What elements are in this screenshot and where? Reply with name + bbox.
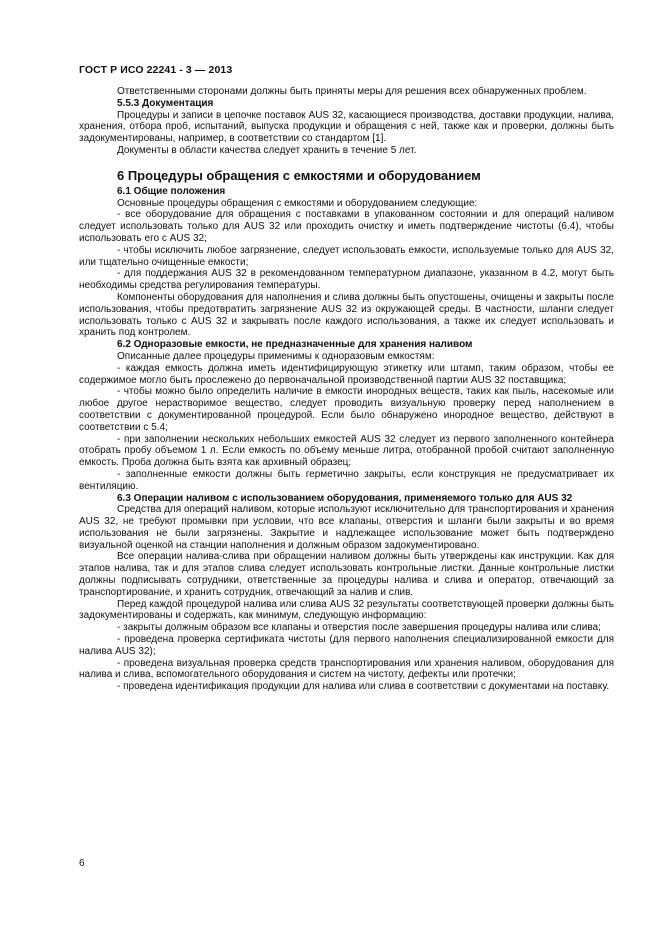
paragraph: Ответственными сторонами должны быть приняты меры для решения всех обнаруженных проблем. [117, 86, 587, 97]
list-item: - при заполнении нескольких небольших емкостей AUS 32 следует из первого заполненного контейнера отобрать пробу объемом 1 л. Если емкость по объему меньше литра, отобранной пробой считают заполненную емкость. Проба должна быть взята как архивный образец; [79, 433, 614, 469]
list-item: - закрыты должным образом все клапаны и отверстия после завершения процедуры налива или слива; [117, 622, 601, 634]
list-item: - для поддержания AUS 32 в рекомендованном температурном диапазоне, указанном в 4.2, могут быть необходимы средства регулирования температуры. [79, 268, 614, 292]
section-heading-6: 6 Процедуры обращения с емкостями и оборудованием [117, 167, 481, 183]
paragraph: Перед каждой процедурой налива или слива AUS 32 результаты соответствующей проверки должны быть задокументированы и содержать, как минимум, следующую информацию: [79, 598, 614, 622]
paragraph: Процедуры и записи в цепочке поставок AUS 32, касающиеся производства, доставки продукции, налива, хранения, отбора проб, испытаний, выпуска продукции и обращения с ней, также как и проверки, должны быть задокументированы, например, в соответствии со стандартом [1]. [79, 109, 614, 145]
paragraph: Основные процедуры обращения с емкостями и оборудованием следующие: [117, 197, 478, 209]
subsection-heading-6-2: 6.2 Одноразовые емкости, не предназначенные для хранения наливом [117, 339, 473, 351]
paragraph: Компоненты оборудования для наполнения и слива должны быть опустошены, очищены и закрыты после использования, чтобы предотвратить загрязнение AUS 32 из окружающей среды. В частности, шланги следует использовать только с AUS 32 и закрывать после каждого использования, а также их следует использовать и хранить под контролем. [79, 291, 614, 339]
list-item: - каждая емкость должна иметь идентифицирующую этикетку или штамп, таким образом, чтобы ее содержимое могло быть прослежено до первоначальной производственной партии AUS 32 поставщика; [79, 362, 614, 386]
list-item: - проведена идентификация продукции для налива или слива в соответствии с документами на поставку. [117, 681, 610, 693]
list-item: - все оборудование для обращения с поставками в упакованном состоянии и для операций наливом следует использовать только для AUS 32 или проходить очистку и иметь подтверждение чистоты (6.4), чтобы использовать его с AUS 32; [79, 209, 614, 244]
page-number: 6 [79, 858, 85, 869]
document-body [79, 86, 614, 693]
paragraph: Описанные далее процедуры применимы к одноразовым емкостям: [117, 350, 435, 362]
paragraph: Все операции налива-слива при обращении наливом должны быть утверждены как инструкции. Как для этапов налива, так и для этапов слива следует использовать контрольные листки. Данные контрольные листки должны подписывать сотрудники, ответственные за процедуры налива и слива и оператор, отвечающий за транспортирование, и хранить сотрудник, отвечающий за налив и слив. [79, 551, 614, 598]
list-item: - заполненные емкости должны быть герметично закрыты, если конструкция не предусматривает их вентиляцию. [79, 468, 614, 492]
subsection-heading-6-3: 6.3 Операции наливом с использованием оборудования, применяемого только для AUS 32 [117, 492, 573, 504]
list-item: - проведена проверка сертификата чистоты (для первого наполнения специализированной емкости для налива AUS 32); [79, 634, 614, 657]
list-item: - чтобы можно было определить наличие в емкости инородных веществ, таких как пыль, насекомые или любое другое нерастворимое вещество, следует проводить визуальную проверку перед наполнением в соответствии с документированной процедурой. Если было обнаружено инородное вещество, действуют в соответствии с 5.4; [79, 386, 614, 433]
paragraph: Средства для операций наливом, которые используют исключительно для транспортирования и хранения AUS 32, не требуют промывки при условии, что все клапаны, отверстия и шланги были закрыты и во время использования не были загрязнены. Закрытие и надлежащее использование может быть подтверждено визуальной оценкой на станции наполнения и должным образом задокументировано. [79, 504, 614, 551]
paragraph: Документы в области качества следует хранить в течение 5 лет. [117, 144, 417, 156]
standard-header: ГОСТ Р ИСО 22241 - 3 — 2013 [79, 64, 233, 76]
list-item: - проведена визуальная проверка средств транспортирования или хранения наливом, оборудования для налива и слива, вспомогательного оборудования и систем на чистоту, дефекты или протечки; [79, 657, 614, 681]
list-item: - чтобы исключить любое загрязнение, следует использовать емкости, используемые только для AUS 32, или тщательно очищенные емкости; [79, 244, 614, 268]
subsection-heading-6-1: 6.1 Общие положения [117, 185, 226, 197]
subsection-heading-5-5-3: 5.5.3 Документация [117, 97, 214, 109]
